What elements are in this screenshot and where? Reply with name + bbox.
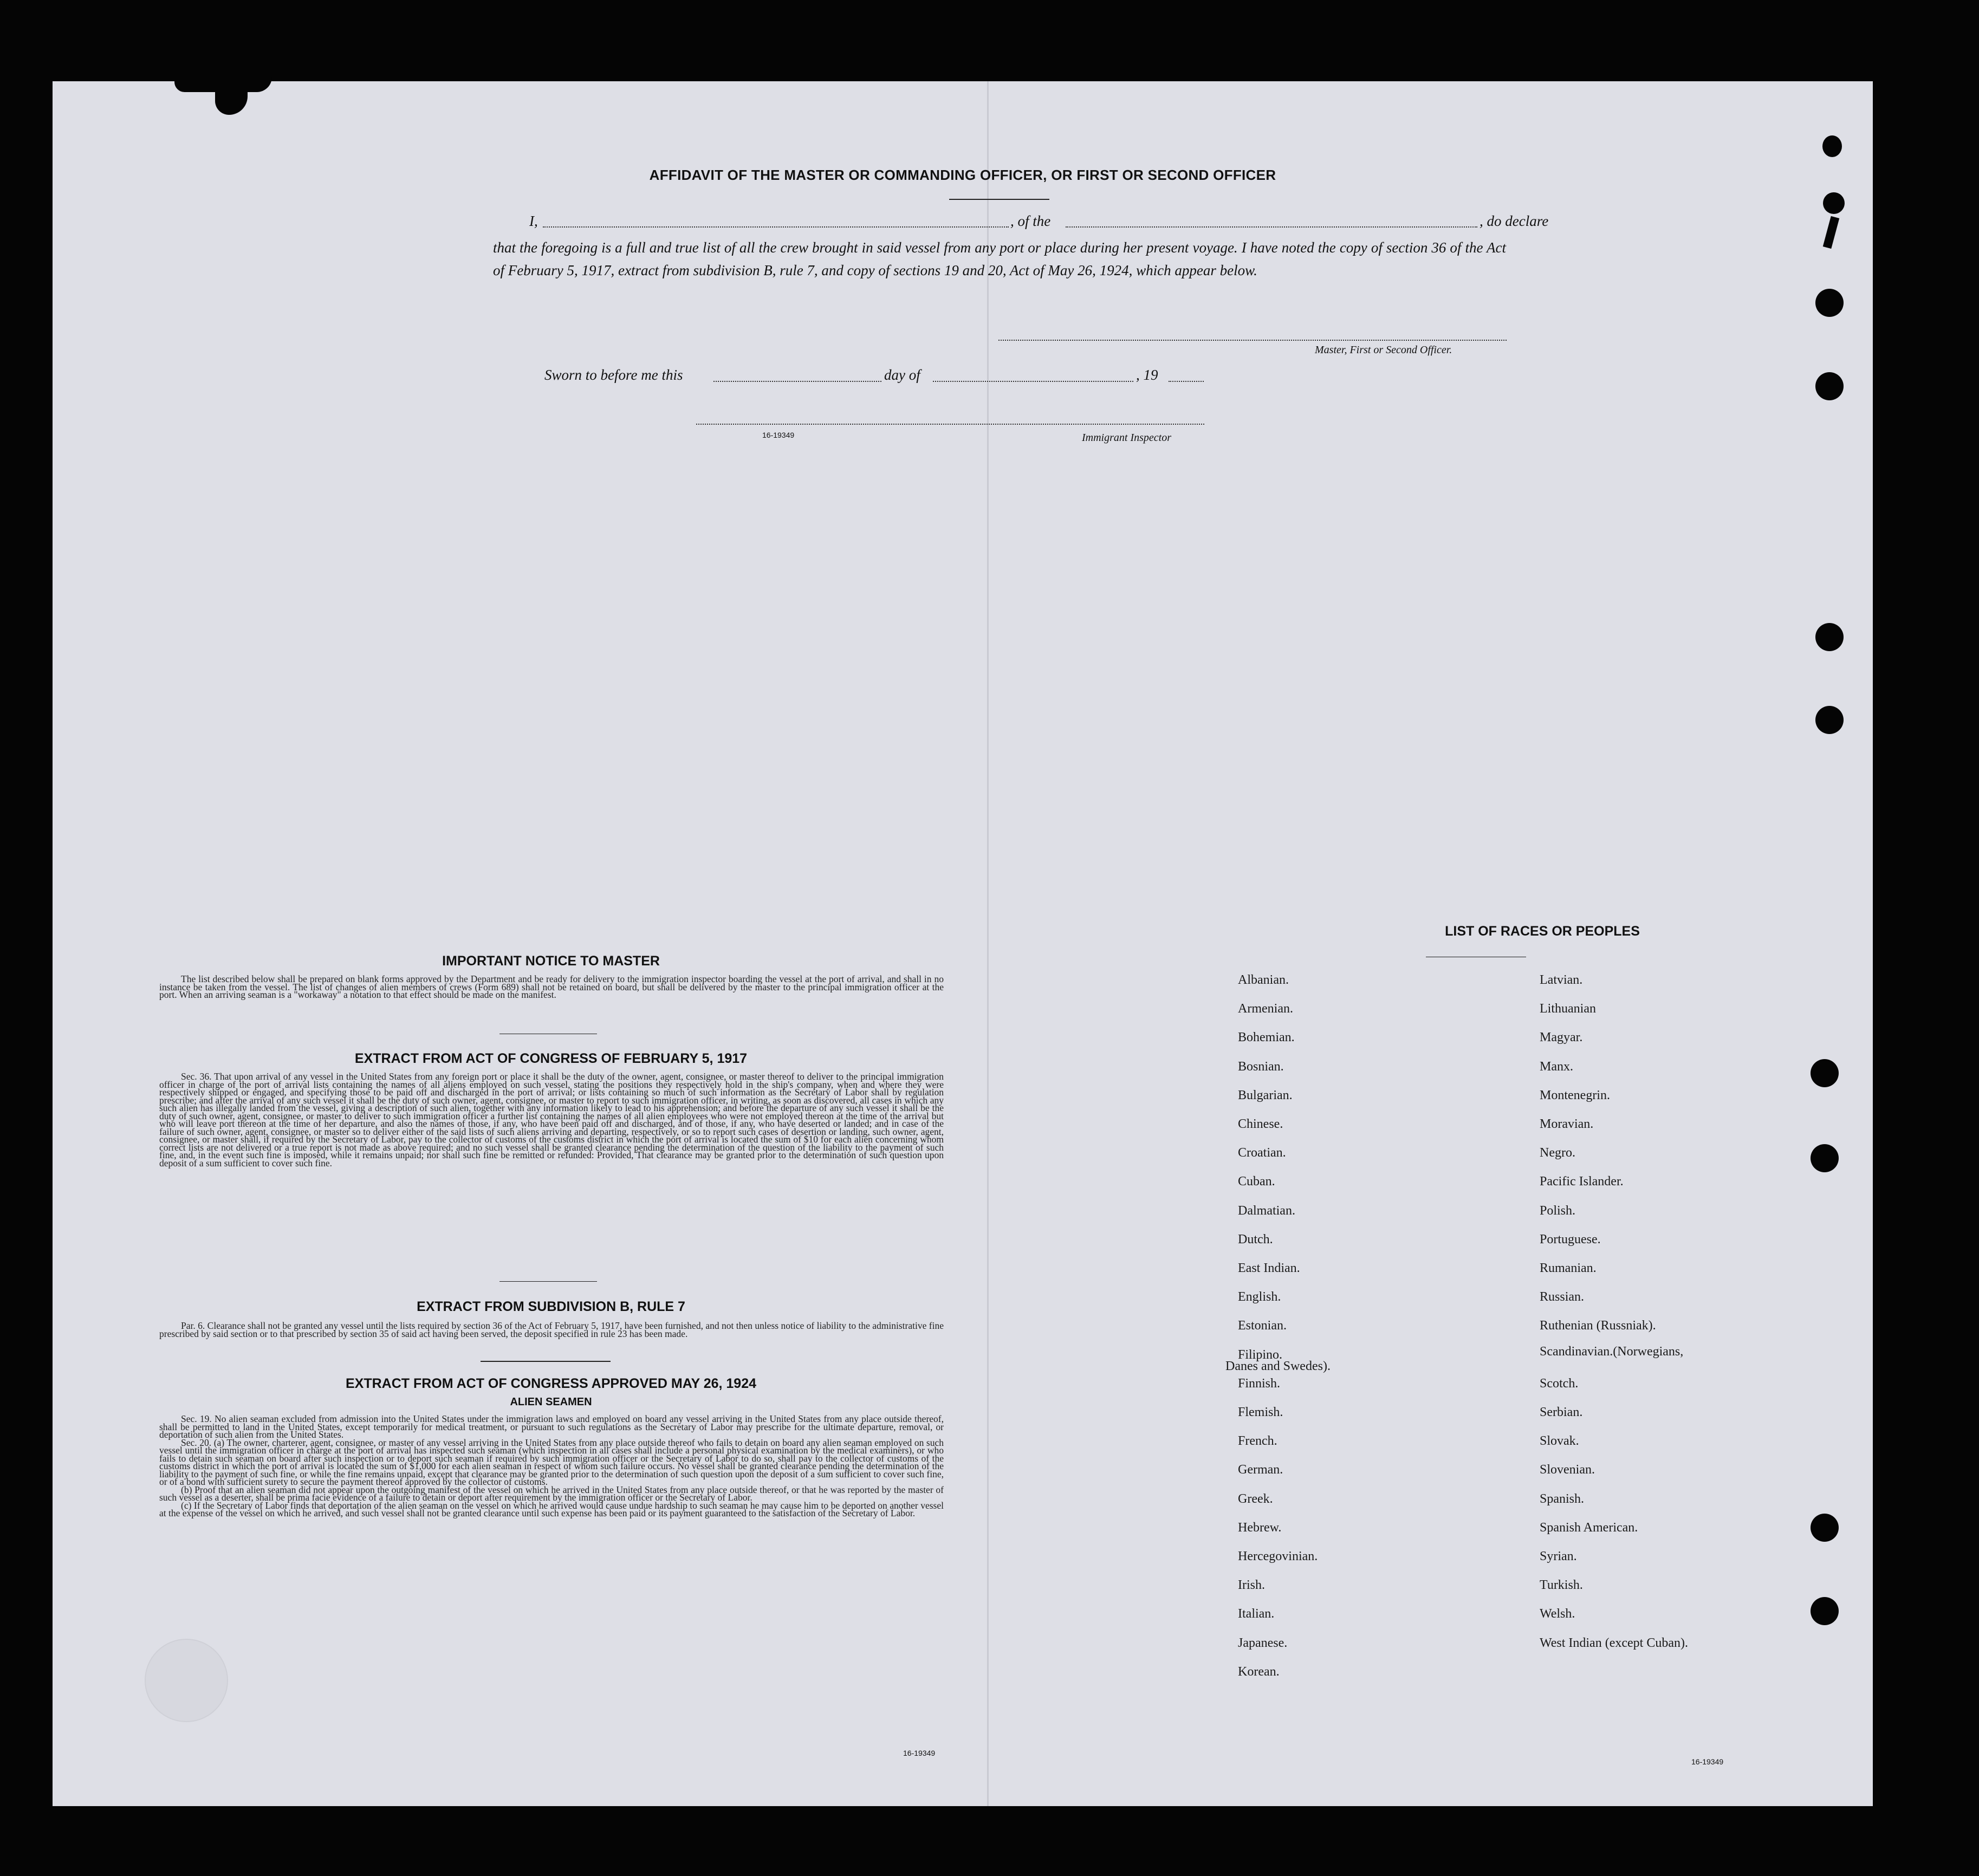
- race-item: German.: [1238, 1463, 1283, 1477]
- race-item: Irish.: [1238, 1578, 1265, 1593]
- sworn-month-line[interactable]: [933, 381, 1133, 382]
- race-item: Slovenian.: [1540, 1463, 1595, 1477]
- day-of-label: day of: [884, 367, 920, 383]
- race-item: Spanish American.: [1540, 1520, 1638, 1535]
- race-item: Spanish.: [1540, 1491, 1585, 1506]
- name-line[interactable]: [543, 226, 1009, 228]
- race-item: Slovak.: [1540, 1434, 1579, 1449]
- race-item: Dalmatian.: [1238, 1203, 1295, 1218]
- race-item: Bohemian.: [1238, 1030, 1295, 1045]
- binder-hole: [1815, 623, 1844, 651]
- year-label: , 19: [1136, 367, 1158, 383]
- race-item: Negro.: [1540, 1146, 1575, 1160]
- race-item: Manx.: [1540, 1059, 1573, 1074]
- race-item: Scandinavian.(Norwegians,: [1540, 1345, 1684, 1359]
- race-item: Dutch.: [1238, 1232, 1273, 1247]
- sworn-year-line[interactable]: [1169, 381, 1204, 382]
- race-item: Armenian.: [1238, 1002, 1293, 1016]
- race-item: French.: [1238, 1434, 1277, 1449]
- binder-hole: [1815, 372, 1844, 400]
- fold-crease: [987, 81, 989, 1806]
- race-item: Italian.: [1238, 1607, 1275, 1621]
- binder-hole: [1811, 1144, 1839, 1172]
- form-number: 16-19349: [1691, 1757, 1724, 1766]
- race-item: Latvian.: [1540, 973, 1583, 987]
- race-item: Ruthenian (Russniak).: [1540, 1319, 1656, 1333]
- sec20c-paragraph: (c) If the Secretary of Labor finds that deportation of the alien seaman on the vessel on which he arrived would cause undue hardship to such seaman he may cause him to be deported on another vessel at the expense of the vessel on which he arrived, and such vessel shall not be granted clearance until such expense has been paid or its payment guaranteed to the satisfaction of the Secretary of Labor.: [159, 1499, 944, 1518]
- binder-tear: [1823, 216, 1839, 249]
- section-divider: [499, 1281, 597, 1282]
- sworn-day-line[interactable]: [713, 381, 881, 382]
- notice-text: [159, 975, 944, 999]
- race-item: Scotch.: [1540, 1376, 1579, 1391]
- race-item: Hebrew.: [1238, 1520, 1282, 1535]
- binder-hole: [1815, 289, 1844, 317]
- race-item: Magyar.: [1540, 1030, 1583, 1045]
- race-item: Hercegovinian.: [1238, 1549, 1318, 1563]
- race-item: Danes and Swedes).: [1225, 1359, 1331, 1373]
- race-item: Korean.: [1238, 1664, 1280, 1679]
- races-title: LIST OF RACES OR PEOPLES: [1445, 924, 1640, 939]
- section-divider: [481, 1361, 611, 1362]
- race-item: Estonian.: [1238, 1319, 1287, 1333]
- title-underline: [949, 199, 1049, 200]
- race-item: Montenegrin.: [1540, 1088, 1610, 1102]
- form-number: 16-19349: [762, 431, 795, 439]
- binder-hole: [1815, 706, 1844, 734]
- binder-hole: [1811, 1059, 1839, 1087]
- sworn-label: Sworn to before me this: [544, 367, 683, 383]
- notice-paragraph: The list described below shall be prepared on blank forms approved by the Department and be ready for delivery to the immigration inspector boarding the vessel at the port of arrival, and shall in no instance be taken from the vessel. The list of changes of alien members of crews (Form 689) shall not be retained on board, but shall be delivered by the master to the principal immigration officer at the port. When an arriving seaman is a "workaway" a notation to that effect should be made on the manifest.: [159, 973, 944, 1000]
- race-item: East Indian.: [1238, 1261, 1300, 1275]
- race-item: Polish.: [1540, 1203, 1576, 1218]
- race-item: Flemish.: [1238, 1405, 1283, 1419]
- torn-corner: [215, 77, 248, 115]
- race-item: Finnish.: [1238, 1376, 1281, 1391]
- signature-line[interactable]: [998, 340, 1507, 341]
- of-the-label: , of the: [1010, 213, 1051, 229]
- par6-paragraph: Par. 6. Clearance shall not be granted any vessel until the lists required by section 36 of the Act of February 5, 1917, have been furnished, and not then unless notice of liability to the administrative fine prescribed by said section or to that prescribed by section 35 of said act having been served, the deposit specified in rule 23 has been made.: [159, 1320, 944, 1339]
- race-item: Japanese.: [1238, 1635, 1288, 1650]
- notice-title: IMPORTANT NOTICE TO MASTER: [442, 953, 660, 969]
- race-item: Greek.: [1238, 1491, 1273, 1506]
- race-item: Bulgarian.: [1238, 1088, 1293, 1102]
- affidavit-paragraph: that the foregoing is a full and true list of all the crew brought in said vessel from any port or place during her present voyage. I have noted the copy of section 36 of the Act of February 5, 1917, extract from subdivision B, rule 7, and copy of sections 19 and 20, Act of May 26, 1924, which appear below.: [493, 239, 1506, 278]
- race-item: English.: [1238, 1290, 1281, 1304]
- alien-seamen-subtitle: ALIEN SEAMEN: [510, 1396, 592, 1408]
- do-declare-label: , do declare: [1480, 213, 1549, 229]
- document-sheet: [53, 81, 1873, 1806]
- extract-1917-text: [159, 1073, 944, 1167]
- signature-caption: Master, First or Second Officer.: [1315, 344, 1452, 356]
- binder-hole: [1822, 135, 1842, 157]
- race-item: Albanian.: [1238, 973, 1289, 987]
- rule7-title: EXTRACT FROM SUBDIVISION B, RULE 7: [417, 1299, 685, 1314]
- race-item: Serbian.: [1540, 1405, 1583, 1419]
- race-item: Lithuanian: [1540, 1002, 1596, 1016]
- race-item: Filipino.: [1238, 1347, 1283, 1362]
- race-item: Portuguese.: [1540, 1232, 1601, 1247]
- binder-hole: [1811, 1514, 1839, 1542]
- race-item: Russian.: [1540, 1290, 1585, 1304]
- sec19-paragraph: Sec. 19. No alien seaman excluded from admission into the United States under the immigration laws and employed on board any vessel arriving in the United States from any place outside thereof, shall be permitted to land in the United States, except temporarily for medical treatment, or pursuant to such regulations as the Secretary of Labor may prescribe for the ultimate departure, removal, or deportation of such alien from the United States.: [159, 1413, 944, 1440]
- race-item: Croatian.: [1238, 1146, 1286, 1160]
- binder-hole: [1823, 192, 1845, 214]
- i-label: I,: [529, 213, 538, 229]
- race-item: Welsh.: [1540, 1607, 1575, 1621]
- race-item: Chinese.: [1238, 1117, 1283, 1131]
- inspector-caption: Immigrant Inspector: [1082, 432, 1171, 444]
- affidavit-title: AFFIDAVIT OF THE MASTER OR COMMANDING OFFICER, OR FIRST OR SECOND OFFICER: [649, 167, 1276, 183]
- form-number: 16-19349: [903, 1749, 936, 1757]
- extract-1924-title: EXTRACT FROM ACT OF CONGRESS APPROVED MAY 26, 1924: [345, 1376, 757, 1391]
- extract-1924-text: [159, 1415, 944, 1517]
- race-item: Cuban.: [1238, 1174, 1275, 1189]
- sec20a-paragraph: Sec. 20. (a) The owner, charterer, agent, consignee, or master of any vessel arriving in the United States from any place outside thereof who fails to detain on board any alien seaman employed on such vessel until the immigration officer in charge at the port of arrival has inspected such seaman (which inspection in all cases shall include a personal physical examination by the medical examiners), or who fails to detain such seaman on board after such inspection or to deport such seaman if required by such immigration officer or the Secretary of Labor to do so, shall pay to the collector of customs of the customs district in which the port of arrival is located the sum of $1,000 for each alien seaman in respect of whom such failure occurs. No vessel shall be granted clearance pending the determination of the liability to the payment of such fine, or while the fine remains unpaid, except that clearance may be granted prior to the determination of such question upon the deposit of a sum sufficient to cover such fine, or of a bond with sufficient surety to secure the payment thereof approved by the collector of customs.: [159, 1437, 944, 1487]
- race-item: Syrian.: [1540, 1549, 1577, 1563]
- binder-hole: [1811, 1597, 1839, 1625]
- rule7-text: [159, 1322, 944, 1338]
- race-item: Rumanian.: [1540, 1261, 1597, 1275]
- sec36-paragraph: Sec. 36. That upon arrival of any vessel in the United States from any foreign port or place it shall be the duty of the owner, agent, consignee, or master thereof to deliver to the principal immigration officer in charge of the port of arrival lists containing the names of all aliens employed on such vessel, stating the positions they respectively hold in the ship's company, when and where they were respectively shipped or engaged, and specifying those to be paid off and discharged in the port of arrival; or lists containing so much of such information as the Secretary of Labor shall by regulation prescribe; and after the arrival of any such vessel it shall be the duty of such owner, agent, consignee, or master to report to such immigration officer, in writing, as soon as discovered, all cases in which any such alien has illegally landed from the vessel, giving a description of such alien, together with any information likely to lead to his apprehension; and before the departure of any such vessel it shall be the duty of such owner, agent, consignee, or master to deliver to such immigration officer a further list containing the names of all alien employees who were not employed thereon at the time of the arrival but who will leave port thereon at the time of her departure, and also the names of those, if any, who have been paid off and discharged, and of those, if any, who have deserted or landed; and in case of the failure of such owner, agent, consignee, or master so to deliver either of the said lists of such aliens arriving and departing, respectively, or so to report such cases of desertion or landing, such owner, agent, consignee, or master shall, if required by the Secretary of Labor, pay to the collector of customs of the customs district in which the port of arrival is located the sum of $10 for each alien concerning whom correct lists are not delivered or a true report is not made as above required; and no such vessel shall be granted clearance pending the determination of the question of the liability to the payment of such fine, and, in the event such fine is imposed, while it remains unpaid; nor shall such fine be remitted or refunded: Provided, That clearance may be granted prior to the determination of such question upon deposit of a sum sufficient to cover such fine.: [159, 1071, 944, 1169]
- embossed-seal: [145, 1639, 228, 1722]
- vessel-line[interactable]: [1066, 226, 1477, 228]
- race-item: Bosnian.: [1238, 1059, 1284, 1074]
- inspector-line[interactable]: [696, 424, 1204, 425]
- race-item: Turkish.: [1540, 1578, 1583, 1593]
- race-item: West Indian (except Cuban).: [1540, 1635, 1688, 1650]
- race-item: Pacific Islander.: [1540, 1174, 1624, 1189]
- extract-1917-title: EXTRACT FROM ACT OF CONGRESS OF FEBRUARY 5, 1917: [354, 1051, 748, 1066]
- sec20b-paragraph: (b) Proof that an alien seaman did not appear upon the outgoing manifest of the vessel on which he arrived in the United States from any place outside thereof, or that he was reported by the master of such vessel as a deserter, shall be prima facie evidence of a failure to detain or deport after requirement by the immigration officer or the Secretary of Labor.: [159, 1484, 944, 1503]
- race-item: Moravian.: [1540, 1117, 1594, 1131]
